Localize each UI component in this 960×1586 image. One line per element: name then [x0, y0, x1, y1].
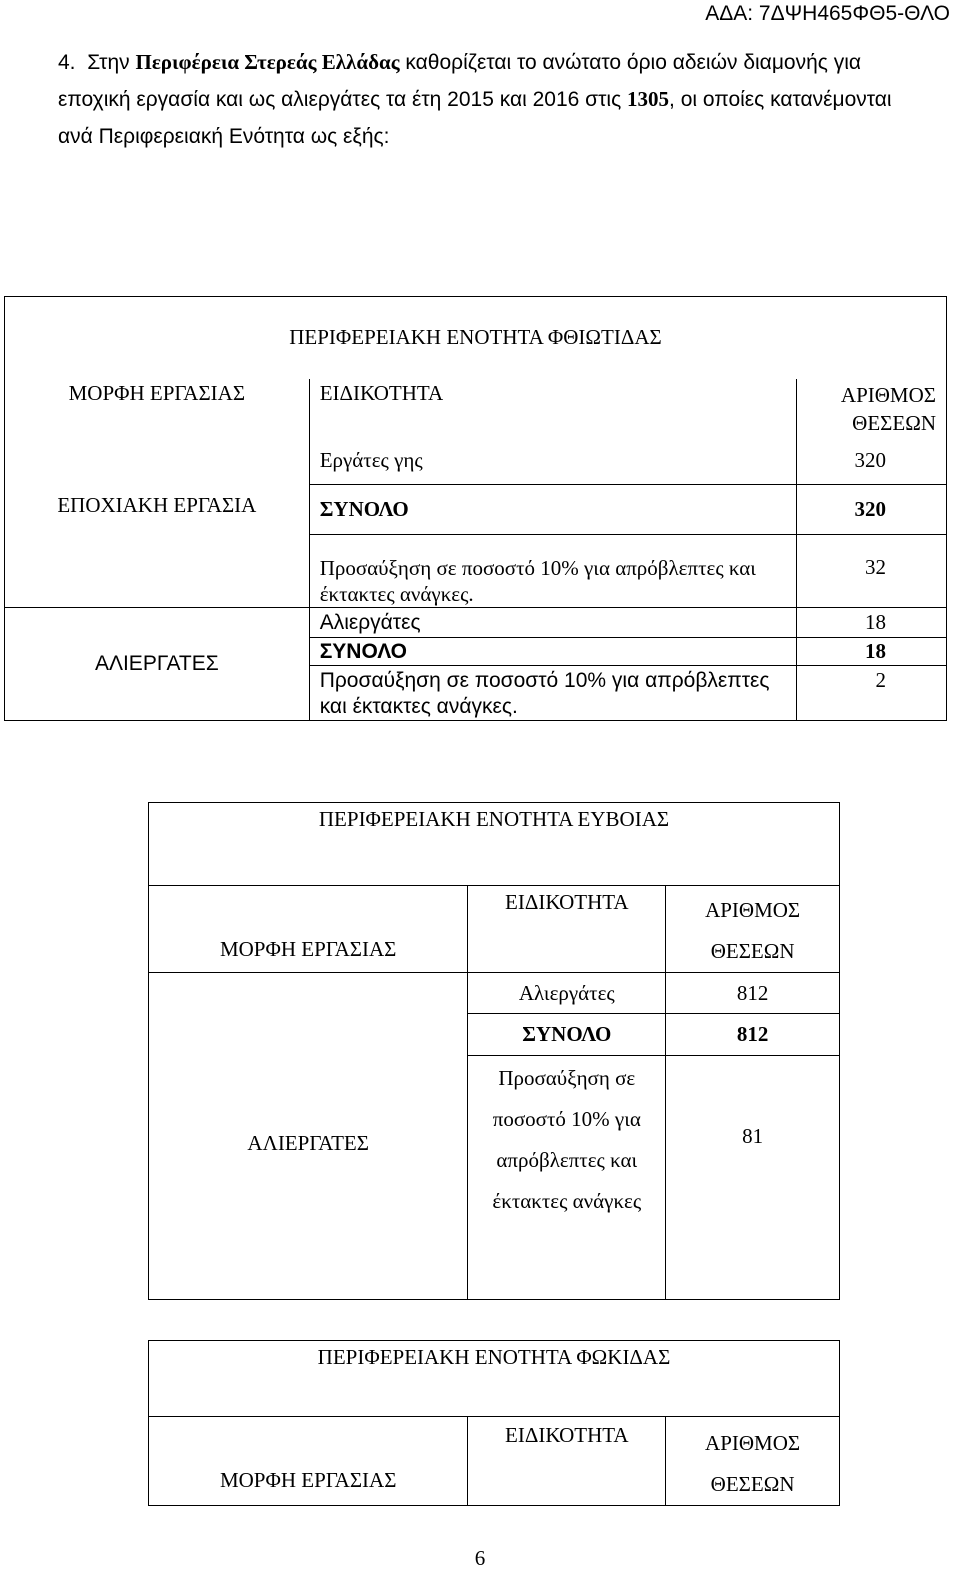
row-specialty: Εργάτες γης — [309, 437, 796, 485]
col-header-type: ΜΟΡΦΗ ΕΡΓΑΣΙΑΣ — [149, 1417, 468, 1506]
col-header-positions: ΑΡΙΘΜΟΣ ΘΕΣΕΩΝ — [666, 1417, 840, 1506]
table-fokida — [148, 1340, 840, 1506]
col-header-specialty: ΕΙΔΙΚΟΤΗΤΑ — [309, 379, 796, 437]
increase-label: Προσαύξηση σε ποσοστό 10% για απρόβλεπτες και έκτακτες ανάγκες. — [309, 666, 796, 721]
intro-text-after: , οι οποίες κατανέμονται ανά Περιφερειακή Ενότητα ως εξής: — [58, 88, 892, 148]
row-type-fishermen: ΑΛΙΕΡΓΑΤΕΣ — [5, 608, 310, 721]
row-value: 812 — [666, 973, 840, 1014]
table-title: ΠΕΡΙΦΕΡΕΙΑΚΗ ΕΝΟΤΗΤΑ ΕΥΒΟΙΑΣ — [149, 803, 840, 886]
col-header-positions: ΑΡΙΘΜΟΣ ΘΕΣΕΩΝ — [666, 886, 840, 973]
row-type-fishermen: ΑΛΙΕΡΓΑΤΕΣ — [149, 973, 468, 1300]
total-label: ΣΥΝΟΛΟ — [309, 638, 796, 666]
increase-label: Προσαύξηση σε ποσοστό 10% για απρόβλεπτες και έκτακτες ανάγκες — [468, 1056, 666, 1300]
total-permits: 1305 — [627, 87, 670, 111]
col-header-positions: ΑΡΙΘΜΟΣ ΘΕΣΕΩΝ — [797, 379, 947, 437]
ada-code: ΑΔΑ: 7ΔΨΗ465ΦΘ5-ΘΛΟ — [705, 2, 950, 25]
row-value: 18 — [797, 608, 947, 638]
intro-text-mid: καθορίζεται το ανώτατο όριο αδειών διαμονής για εποχική εργασία και ως αλιεργάτες τα έτη 2015 και 2016 στις — [58, 51, 862, 111]
intro-text-before: Στην — [87, 51, 136, 74]
col-header-type: ΜΟΡΦΗ ΕΡΓΑΣΙΑΣ — [5, 379, 310, 437]
increase-label: Προσαύξηση σε ποσοστό 10% για απρόβλεπτες και έκτακτες ανάγκες. — [309, 535, 796, 608]
col-header-specialty: ΕΙΔΙΚΟΤΗΤΑ — [468, 1417, 666, 1506]
col-header-specialty: ΕΙΔΙΚΟΤΗΤΑ — [468, 886, 666, 973]
total-value: 18 — [797, 638, 947, 666]
row-specialty: Αλιεργάτες — [468, 973, 666, 1014]
increase-value: 32 — [797, 535, 947, 608]
table-title: ΠΕΡΙΦΕΡΕΙΑΚΗ ΕΝΟΤΗΤΑ ΦΘΙΩΤΙΔΑΣ — [5, 297, 947, 379]
total-value: 320 — [797, 485, 947, 535]
table-fthiotida — [4, 296, 947, 721]
table-title: ΠΕΡΙΦΕΡΕΙΑΚΗ ΕΝΟΤΗΤΑ ΦΩΚΙΔΑΣ — [149, 1341, 840, 1417]
item-number: 4. — [58, 51, 76, 74]
col-header-type: ΜΟΡΦΗ ΕΡΓΑΣΙΑΣ — [149, 886, 468, 973]
table-evia — [148, 802, 840, 1300]
row-type-seasonal: ΕΠΟΧΙΑΚΗ ΕΡΓΑΣΙΑ — [5, 437, 310, 608]
row-specialty: Αλιεργάτες — [309, 608, 796, 638]
increase-value: 2 — [797, 666, 947, 721]
total-label: ΣΥΝΟΛΟ — [468, 1014, 666, 1056]
row-value: 320 — [797, 437, 947, 485]
total-label: ΣΥΝΟΛΟ — [309, 485, 796, 535]
intro-paragraph — [58, 44, 918, 155]
page-number: 6 — [474, 1546, 486, 1570]
total-value: 812 — [666, 1014, 840, 1056]
increase-value: 81 — [666, 1056, 840, 1300]
region-name: Περιφέρεια Στερεάς Ελλάδας — [135, 50, 400, 74]
